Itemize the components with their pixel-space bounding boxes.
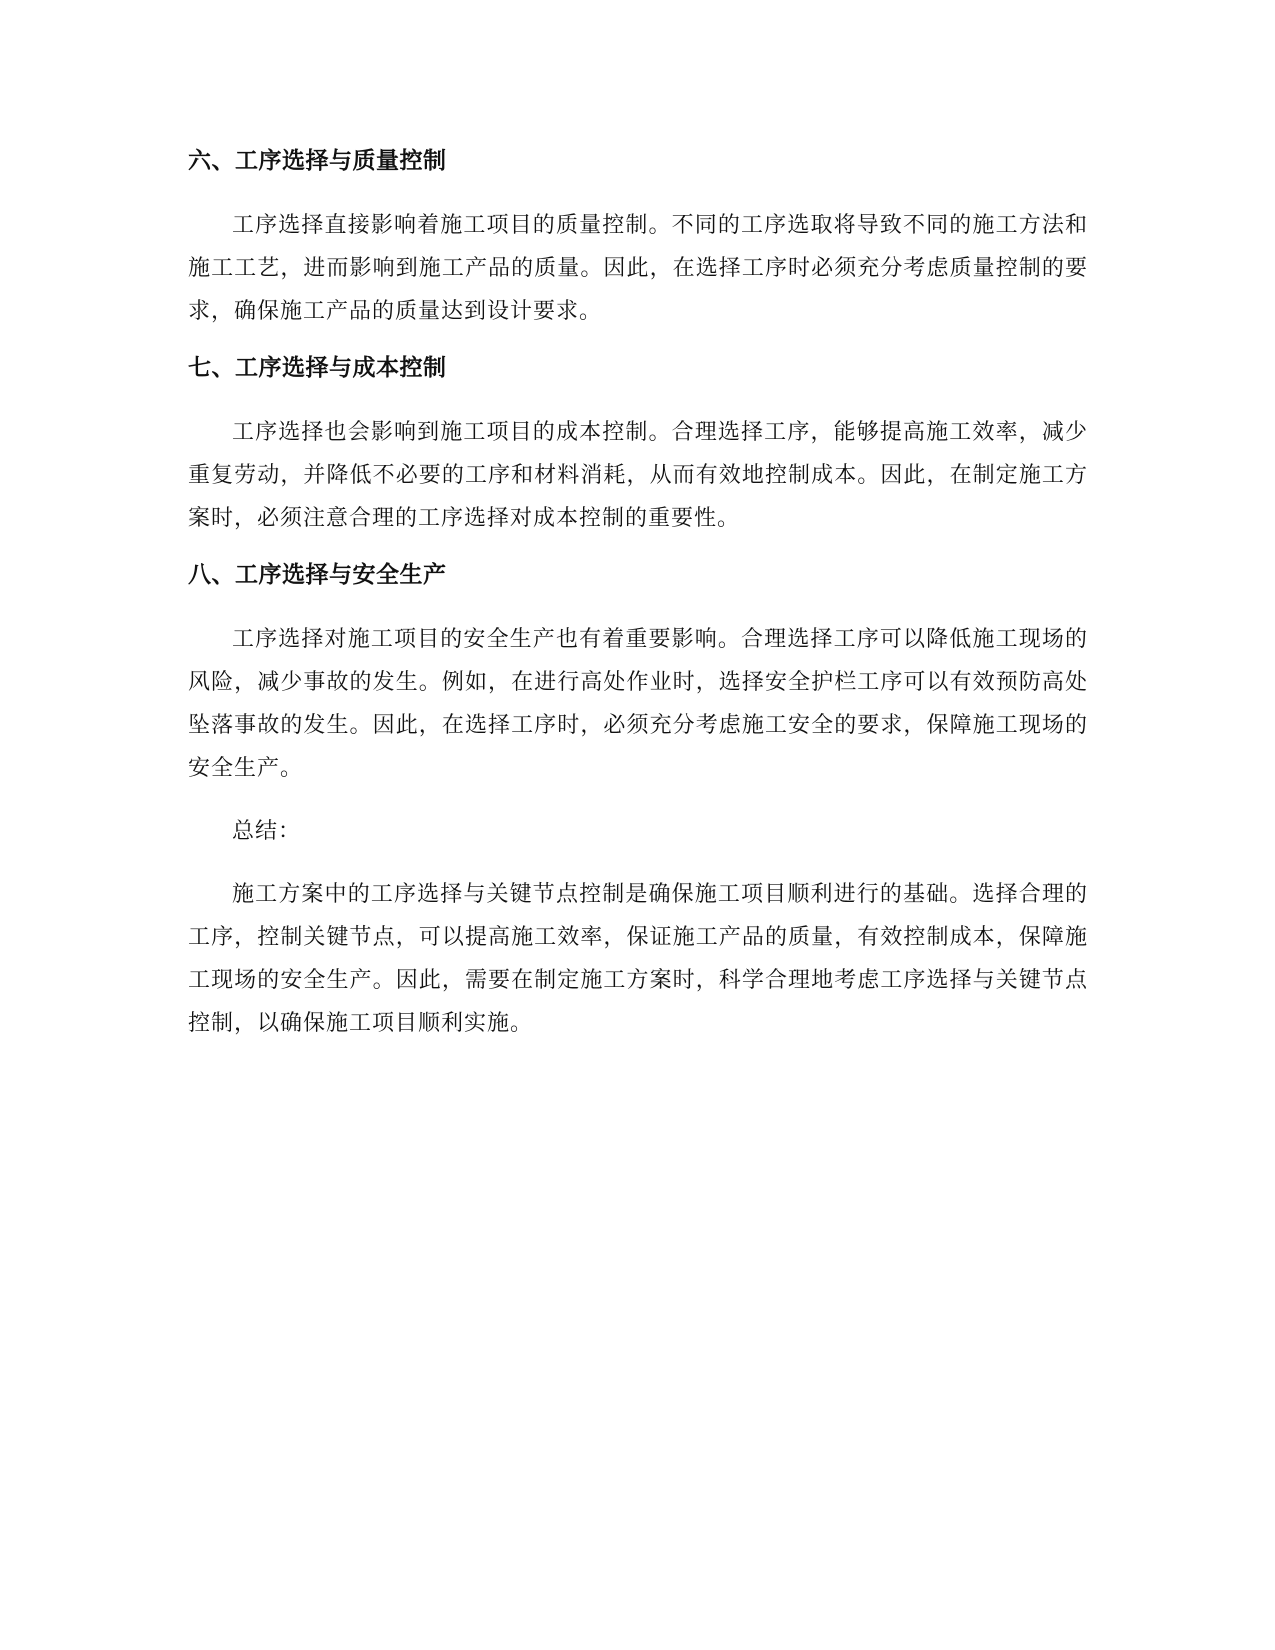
section-safety-production: [188, 560, 1088, 790]
section-summary: [188, 810, 1088, 1045]
section-paragraph: 工序选择也会影响到施工项目的成本控制。合理选择工序，能够提高施工效率，减少重复劳动，并降低不必要的工序和材料消耗，从而有效地控制成本。因此，在制定施工方案时，必须注意合理的工序选择对成本控制的重要性。: [188, 420, 1088, 531]
summary-label: 总结：: [232, 819, 302, 844]
section-paragraph: 工序选择对施工项目的安全生产也有着重要影响。合理选择工序可以降低施工现场的风险，减少事故的发生。例如，在进行高处作业时，选择安全护栏工序可以有效预防高处坠落事故的发生。因此，在选择工序时，必须充分考虑施工安全的要求，保障施工现场的安全生产。: [188, 627, 1088, 781]
document-body: [188, 146, 1088, 1065]
summary-paragraph: 施工方案中的工序选择与关键节点控制是确保施工项目顺利进行的基础。选择合理的工序，控制关键节点，可以提高施工效率，保证施工产品的质量，有效控制成本，保障施工现场的安全生产。因此，需要在制定施工方案时，科学合理地考虑工序选择与关键节点控制，以确保施工项目顺利实施。: [188, 882, 1088, 1036]
section-paragraph: 工序选择直接影响着施工项目的质量控制。不同的工序选取将导致不同的施工方法和施工工艺，进而影响到施工产品的质量。因此，在选择工序时必须充分考虑质量控制的要求，确保施工产品的质量达到设计要求。: [188, 213, 1088, 324]
section-quality-control: [188, 146, 1088, 333]
section-heading: 六、工序选择与质量控制: [188, 148, 447, 174]
section-heading: 七、工序选择与成本控制: [188, 355, 447, 381]
section-heading: 八、工序选择与安全生产: [188, 562, 447, 588]
section-cost-control: [188, 353, 1088, 540]
